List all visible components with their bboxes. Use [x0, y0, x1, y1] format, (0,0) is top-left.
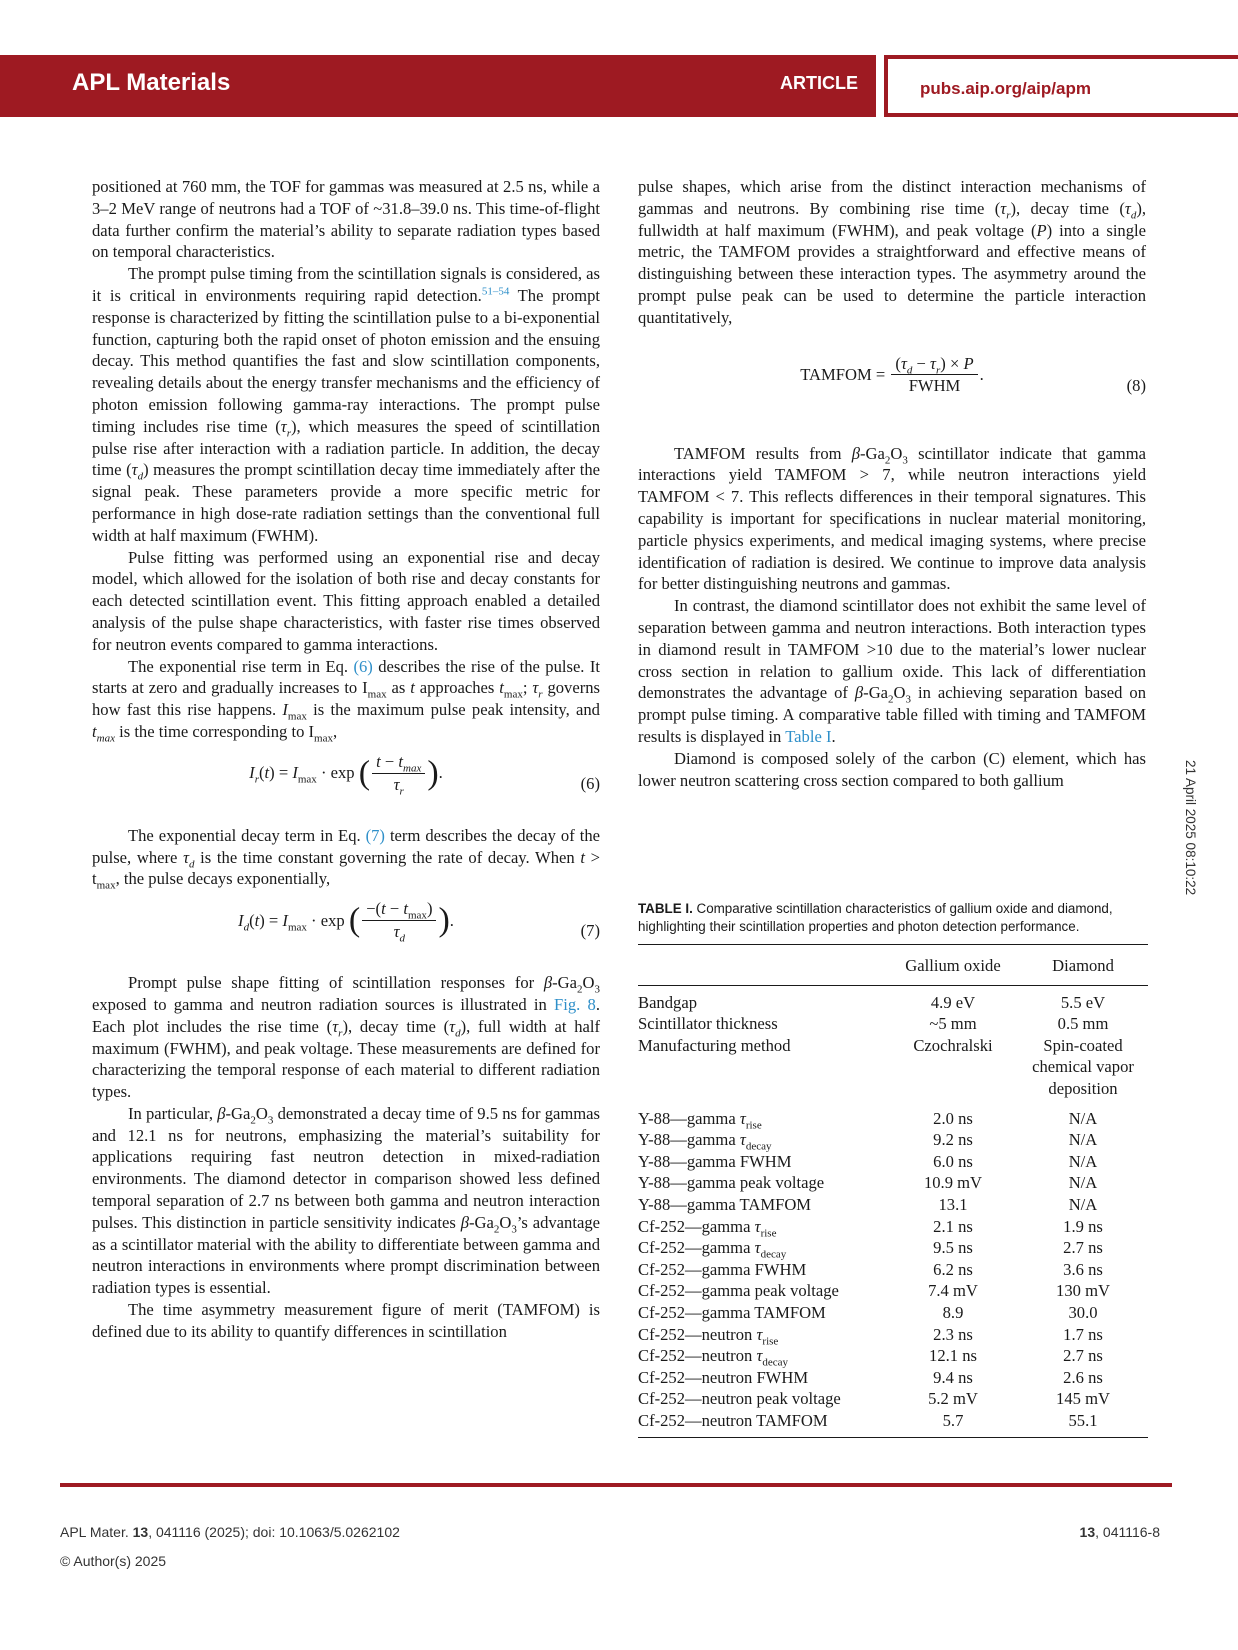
table-cell: ~5 mm: [929, 1014, 977, 1034]
table-cell: 9.5 ns: [933, 1238, 973, 1258]
table-cell: 30.0: [1068, 1302, 1098, 1322]
table-cell: 2.0 ns: [933, 1108, 973, 1128]
table-cell: 2.7 ns: [1063, 1238, 1103, 1258]
table-cell: 5.7: [888, 1410, 1018, 1438]
table-cell: Cf-252—gamma TAMFOM: [638, 1302, 826, 1322]
header-banner: [0, 55, 876, 117]
equation-number: (6): [580, 773, 600, 793]
table-cell: Spin-coated chemical vapor deposition: [1032, 1035, 1134, 1098]
table-cell: 8.9: [942, 1302, 964, 1322]
download-timestamp: 21 April 2025 08:10:22: [1183, 760, 1198, 896]
paragraph: In contrast, the diamond scintillator does not exhibit the same level of separation between gamma and neutron interactions. Both interaction types in diamond result in TAMFOM >10 due to the material’s lower nuclear cross section in relation to gallium oxide. This lack of differentiation demonstrates the advantage of $\beta-Ga_2O_3$ in achieving separation based on prompt pulse timing. A comparative table filled with timing and TAMFOM results is displayed in Table I.: [638, 596, 1146, 746]
table-cell: Manufacturing method: [638, 1035, 791, 1055]
table-cell: Czochralski: [913, 1035, 993, 1055]
paragraph: Pulse fitting was performed using an exponential rise and decay model, which allowed for the isolation of both rise and decay constants for each detected scintillation event. This fitting approach enabled a detailed analysis of the pulse shape characteristics, with faster rise times observed for neutron events compared to gamma interactions.: [92, 547, 600, 654]
table-cell: 4.9 eV: [930, 992, 976, 1012]
equation-6: $I_r(t) = I_{max} \cdot \exp$ ( $\frac{t - t_{max}}{\tau_r}$ ). (6): [249, 751, 600, 797]
table-header-cell: [638, 945, 888, 986]
equation-number: (7): [580, 921, 600, 941]
table-caption: TABLE I. Comparative scintillation characteristics of gallium oxide and diamond, highlighting their scintillation properties and photon detection performance.: [638, 901, 1113, 934]
table-link[interactable]: Table I: [785, 726, 832, 746]
table-row: [638, 1302, 1148, 1324]
paragraph: Diamond is composed solely of the carbon (C) element, which has lower neutron scattering cross section compared to both gallium: [638, 748, 1146, 790]
table-row: [638, 1129, 1148, 1151]
table-cell: Cf-252—neutron FWHM: [638, 1367, 809, 1387]
table-cell: 10.9 mV: [923, 1173, 983, 1193]
table-cell: 145 mV: [1056, 1389, 1110, 1409]
table-row: [638, 1035, 1148, 1100]
footer-page-number: 13, 041116-8: [1079, 1524, 1160, 1540]
table-cell: Cf-252—neutron peak voltage: [638, 1389, 841, 1409]
table-row: [638, 1280, 1148, 1302]
table-cell: 0.5 mm: [1057, 1014, 1109, 1034]
table-cell: Cf-252—neutron $\tau_{rise}$: [638, 1324, 779, 1347]
table-row: [638, 1410, 1148, 1438]
table-cell: 9.4 ns: [933, 1367, 973, 1387]
table-cell: 3.6 ns: [1063, 1259, 1103, 1279]
table-cell: 1.7 ns: [1063, 1324, 1103, 1344]
table-header-row: [638, 945, 1148, 986]
paragraph: The exponential decay term in Eq. (7) term describes the decay of the pulse, where $\tau_d$ is the time constant governing the rate of decay. When $t > t_{max}$, the pulse decays exponentially,: [92, 825, 600, 892]
reference-link[interactable]: 51–54: [481, 285, 510, 298]
table-row: [638, 1100, 1148, 1130]
table-cell: 12.1 ns: [929, 1346, 977, 1366]
table-cell: 9.2 ns: [933, 1130, 973, 1150]
comparison-table: [638, 944, 1148, 1438]
table-cell: Cf-252—gamma $\tau_{rise}$: [638, 1216, 777, 1239]
paragraph: The exponential rise term in Eq. (6) describes the rise of the pulse. It starts at zero and gradually increases to $I_{max}$ as t approaches $t_{max}$; $\tau_r$ governs how fast this rise happens. $I_{max}$ is the maximum pulse peak intensity, and $t_{max}$ is the time corresponding to $I_{max}$,: [92, 656, 601, 745]
footer-rule: [60, 1483, 1172, 1487]
table-row: [638, 1259, 1148, 1281]
figure-link[interactable]: Fig. 8: [554, 994, 596, 1014]
equation-number: (8): [1126, 375, 1146, 395]
table-cell: Cf-252—neutron $\tau_{decay}$: [638, 1346, 789, 1369]
table-cell: Scintillator thickness: [638, 1014, 778, 1034]
table-cell: 55.1: [1018, 1410, 1148, 1438]
table-cell: Cf-252—gamma peak voltage: [638, 1281, 839, 1301]
table-cell: 130 mV: [1056, 1281, 1110, 1301]
table-cell: N/A: [1068, 1173, 1098, 1193]
table-cell: 2.1 ns: [933, 1216, 973, 1236]
table-cell: N/A: [1068, 1130, 1098, 1150]
paragraph: The prompt pulse timing from the scintillation signals is considered, as it is critical in environments requiring rapid detection.$^{51-54}$ The prompt response is characterized by fitting the scintillation pulse to a bi-exponential function, capturing both the rapid onset of photon emission and the ensuing decay. This method quantifies the fast and slow scintillation components, revealing details about the energy transfer mechanisms and the efficiency of photon emission following gamma-ray interactions. The prompt pulse timing includes rise time $(\tau_r)$, which measures the speed of scintillation pulse rise after interaction with a radiation particle. In addition, the decay time $(\tau_d)$ measures the prompt scintillation decay time immediately after the signal peak. These parameters provide a more specific metric for performance in high dose-rate radiation settings than the conventional full width at half maximum (FWHM).: [92, 264, 601, 545]
table-row: [638, 1324, 1148, 1346]
header-url-box: [884, 55, 1238, 117]
paragraph: The time asymmetry measurement figure of merit (TAMFOM) is defined due to its ability to quantify differences in scintillation: [92, 1300, 600, 1341]
equation-link[interactable]: (6): [353, 656, 373, 676]
table-cell: 7.4 mV: [928, 1281, 978, 1301]
paragraph: positioned at 760 mm, the TOF for gammas was measured at 2.5 ns, while a 3–2 MeV range of neutrons had a TOF of ~31.8–39.0 ns. This time-of-flight data further confirm the material’s ability to separate radiation types based on temporal characteristics.: [92, 177, 600, 262]
table-cell: 2.7 ns: [1063, 1346, 1103, 1366]
table-cell: 5.5 eV: [1060, 992, 1106, 1012]
journal-url-link[interactable]: pubs.aip.org/aip/apm: [920, 79, 1091, 98]
right-column: [638, 176, 1146, 791]
equation-8: TAMFOM = $\frac{(\tau_d - \tau_r) \times P}{\text{FWHM}}$ . (8): [800, 353, 1146, 396]
table-header-cell: Diamond: [1018, 945, 1148, 986]
journal-title: APL Materials: [72, 69, 231, 96]
footer-copyright: © Author(s) 2025: [60, 1553, 167, 1569]
table-row: [638, 1388, 1148, 1410]
paragraph: In particular, $\beta-Ga_2O_3$ demonstrated a decay time of 9.5 ns for gammas and 12.1 ns for neutrons, emphasizing the material’s suitability for applications requiring fast neutron detection in mixed-radiation environments. The diamond detector in comparison showed less defined temporal separation of 2.7 ns between both gamma and neutron interaction pulses. This distinction in particle sensitivity indicates $\beta-Ga_2O_3’s$ advantage as a scintillator material with the ability to differentiate between gamma and neutron interactions in environments where prompt discrimination between radiation types is essential.: [92, 1103, 600, 1298]
table-1: [638, 900, 1148, 1438]
table-row: [638, 1172, 1148, 1194]
table-cell: 2.3 ns: [933, 1324, 973, 1344]
table-cell: Bandgap: [638, 992, 697, 1012]
paragraph: TAMFOM results from $\beta-Ga_2O_3$ scintillator indicate that gamma interactions yield TAMFOM > 7, while neutron interactions yield TAMFOM < 7. This reflects differences in their temporal signatures. This capability is important for specifications in nuclear material monitoring, particle physics experiments, and medical imaging systems, where precise identification of radiation is desired. We continue to improve data analysis for better distinguishing neutrons and gammas.: [638, 443, 1146, 594]
table-row: [638, 1013, 1148, 1035]
table-row: [638, 1194, 1148, 1216]
table-row: [638, 985, 1148, 1013]
table-cell: Cf-252—neutron TAMFOM: [638, 1410, 888, 1438]
table-cell: Y-88—gamma TAMFOM: [638, 1194, 812, 1214]
table-row: [638, 1237, 1148, 1259]
table-cell: Y-88—gamma $\tau_{rise}$: [638, 1108, 762, 1131]
table-cell: 6.0 ns: [933, 1151, 973, 1171]
table-row: [638, 1345, 1148, 1367]
table-cell: Y-88—gamma peak voltage: [638, 1173, 825, 1193]
left-column: [92, 176, 600, 1343]
table-cell: N/A: [1068, 1108, 1098, 1128]
table-cell: 2.6 ns: [1063, 1367, 1103, 1387]
table-cell: 1.9 ns: [1063, 1216, 1103, 1236]
paragraph: pulse shapes, which arise from the distinct interaction mechanisms of gammas and neutrons. By combining rise time $(\tau_r)$, decay time $(\tau_d)$, fullwidth at half maximum (FWHM), and peak voltage (P) into a single metric, the TAMFOM provides a straightforward and effective means of distinguishing between these interaction types. The asymmetry around the prompt pulse peak can be used to determine the particle interaction quantitatively,: [638, 177, 1146, 327]
page-header: [0, 55, 1238, 117]
table-row: [638, 1216, 1148, 1238]
table-cell: N/A: [1068, 1194, 1098, 1214]
table-header-cell: Gallium oxide: [888, 945, 1018, 986]
table-cell: Y-88—gamma $\tau_{decay}$: [638, 1130, 772, 1153]
equation-7: $I_d(t) = I_{max} \cdot \exp$ ( $\frac{-(t - t_{max})}{\tau_d}$ ). (7): [238, 899, 600, 945]
section-label: ARTICLE: [780, 73, 858, 93]
footer-citation: APL Mater. 13, 041116 (2025); doi: 10.1063/5.0262102: [60, 1524, 400, 1540]
equation-link[interactable]: (7): [365, 825, 385, 845]
table-row: [638, 1367, 1148, 1389]
table-cell: N/A: [1068, 1151, 1098, 1171]
table-cell: Cf-252—gamma FWHM: [638, 1259, 807, 1279]
table-cell: 13.1: [938, 1194, 968, 1214]
table-cell: 5.2 mV: [928, 1389, 978, 1409]
table-cell: 6.2 ns: [933, 1259, 973, 1279]
table-cell: Cf-252—gamma $\tau_{decay}$: [638, 1238, 787, 1261]
table-row: [638, 1151, 1148, 1173]
paragraph: Prompt pulse shape fitting of scintillation responses for $\beta-Ga_2O_3$ exposed to gamma and neutron radiation sources is illustrated in Fig. 8. Each plot includes the rise time $(\tau_r)$, decay time $(\tau_d)$, full width at half maximum (FWHM), and peak voltage. These measurements are defined for characterizing the temporal response of each material to different radiation types.: [92, 973, 601, 1102]
table-cell: Y-88—gamma FWHM: [638, 1151, 792, 1171]
